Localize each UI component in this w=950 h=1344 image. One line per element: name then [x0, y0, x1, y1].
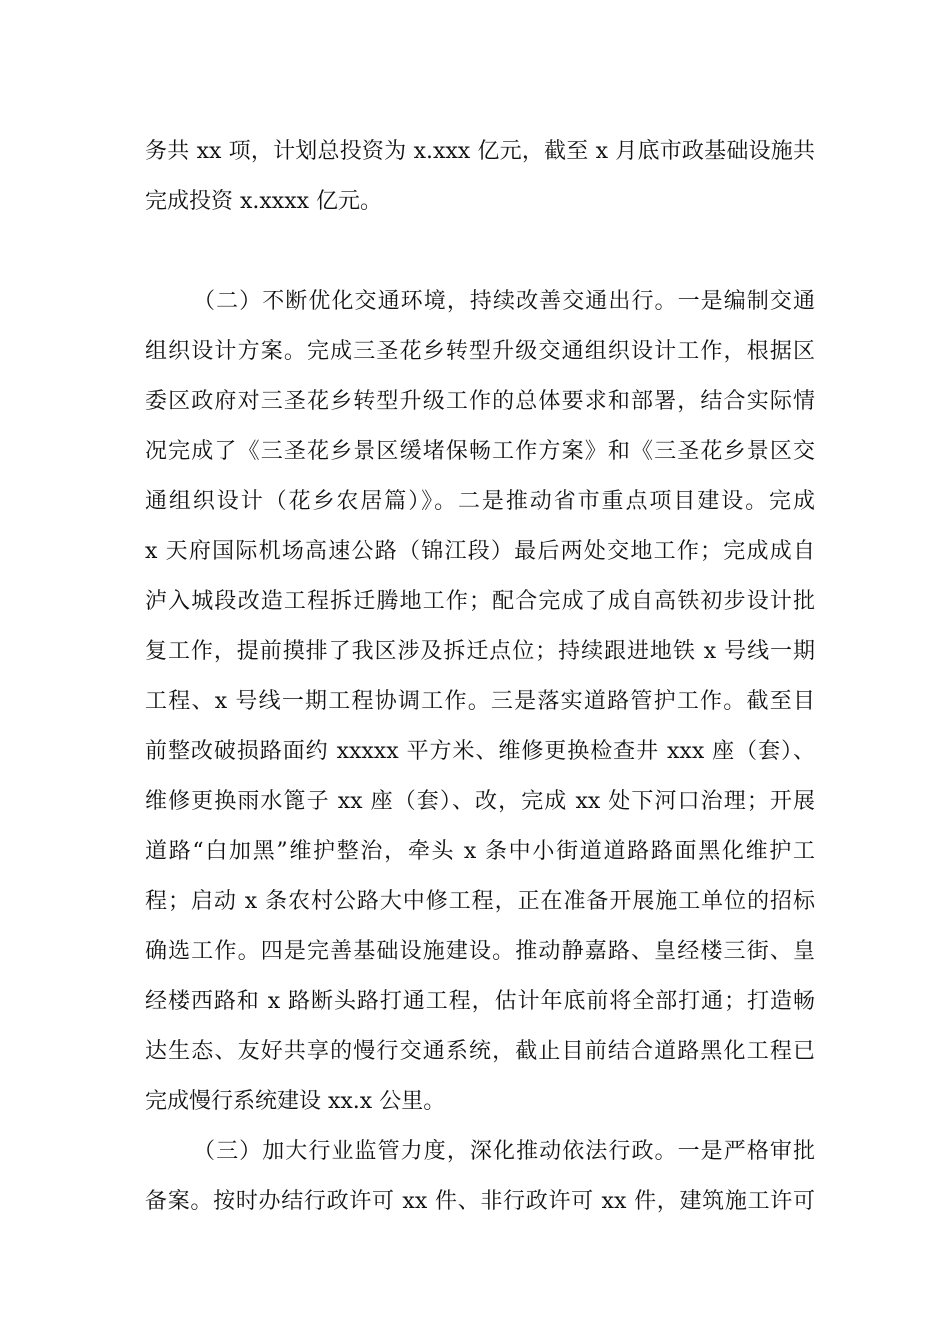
text-line: 泸入城段改造工程拆迁腾地工作；配合完成了成自高铁初步设计批 — [145, 589, 815, 614]
text-line: 务共 xx 项，计划总投资为 x.xxx 亿元，截至 x 月底市政基础设施共 — [145, 139, 815, 164]
text-line: （三）加大行业监管力度，深化推动依法行政。一是严格审批 — [193, 1139, 815, 1164]
text-line: 达生态、友好共享的慢行交通系统，截止目前结合道路黑化工程已 — [145, 1039, 815, 1064]
text-line: 备案。按时办结行政许可 xx 件、非行政许可 xx 件，建筑施工许可 — [145, 1189, 815, 1214]
text-line: 工程、x 号线一期工程协调工作。三是落实道路管护工作。截至目 — [145, 689, 815, 714]
text-line: 确选工作。四是完善基础设施建设。推动静嘉路、皇经楼三街、皇 — [145, 939, 815, 964]
text-line: 维修更换雨水篦子 xx 座（套）、改，完成 xx 处下河口治理；开展 — [145, 789, 815, 814]
text-line: 前整改破损路面约 xxxxx 平方米、维修更换检查井 xxx 座（套）、 — [145, 739, 815, 764]
text-line: 完成投资 x.xxxx 亿元。 — [145, 189, 383, 214]
text-line: 组织设计方案。完成三圣花乡转型升级交通组织设计工作，根据区 — [145, 339, 815, 364]
text-line: 经楼西路和 x 路断头路打通工程，估计年底前将全部打通；打造畅 — [145, 989, 815, 1014]
text-line: 程；启动 x 条农村公路大中修工程，正在准备开展施工单位的招标 — [145, 889, 815, 914]
text-line: （二）不断优化交通环境，持续改善交通出行。一是编制交通 — [193, 289, 815, 314]
text-line: 完成慢行系统建设 xx.x 公里。 — [145, 1089, 446, 1114]
text-line: 况完成了《三圣花乡景区缓堵保畅工作方案》和《三圣花乡景区交 — [145, 439, 815, 464]
text-line: 道路“白加黑”维护整治，牵头 x 条中小街道道路路面黑化维护工 — [145, 839, 815, 864]
text-line: x 天府国际机场高速公路（锦江段）最后两处交地工作；完成成自 — [145, 539, 815, 564]
text-line: 通组织设计（花乡农居篇）》。二是推动省市重点项目建设。完成 — [145, 489, 815, 514]
text-line: 复工作，提前摸排了我区涉及拆迁点位；持续跟进地铁 x 号线一期 — [145, 639, 815, 664]
text-line: 委区政府对三圣花乡转型升级工作的总体要求和部署，结合实际情 — [145, 389, 815, 414]
